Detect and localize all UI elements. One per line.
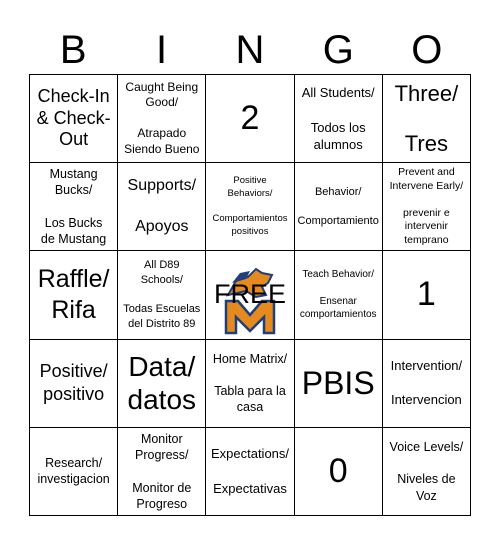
header-letter-g: G xyxy=(322,28,354,72)
cell-label: Supports/ Apoyos xyxy=(127,176,197,236)
cell-label: Voice Levels/ Niveles de Voz xyxy=(389,439,464,503)
bingo-cell[interactable] xyxy=(118,251,206,339)
bingo-cell[interactable] xyxy=(30,163,118,251)
bingo-cell[interactable] xyxy=(206,75,294,163)
cell-label: Raffle/ Rifa xyxy=(37,264,110,324)
cell-label: 0 xyxy=(328,451,348,490)
bingo-cell[interactable] xyxy=(118,75,206,163)
bingo-cell[interactable] xyxy=(206,163,294,251)
bingo-cell[interactable] xyxy=(118,163,206,251)
cell-label: All Students/ Todos los alumnos xyxy=(301,84,375,153)
bingo-cell[interactable] xyxy=(295,163,383,251)
bingo-header xyxy=(29,26,471,74)
bingo-cell[interactable] xyxy=(118,428,206,516)
cell-label: Three/ Tres xyxy=(394,80,459,157)
bingo-cell[interactable] xyxy=(383,75,471,163)
cell-label: Mustang Bucks/ Los Bucks de Mustang xyxy=(40,167,107,247)
cell-label: Teach Behavior/ Ensenar comportamientos xyxy=(299,268,377,321)
bingo-cell[interactable] xyxy=(383,340,471,428)
cell-label: Caught Being Good/ Atrapado Siendo Bueno xyxy=(124,79,200,156)
cell-label: Behavior/ Comportamiento xyxy=(297,185,379,228)
header-letter-i: I xyxy=(156,28,168,72)
cell-label: Expectations/ Expectativas xyxy=(210,446,290,497)
bingo-grid xyxy=(29,74,471,516)
cell-label: Research/ investigacion xyxy=(37,456,110,487)
free-space-cell[interactable] xyxy=(206,251,294,339)
cell-label: Positive/ positivo xyxy=(39,360,108,405)
free-space-label: FREE xyxy=(213,279,286,310)
header-letter-n: N xyxy=(235,28,265,72)
header-letter-b: B xyxy=(59,28,87,72)
bingo-cell[interactable] xyxy=(383,428,471,516)
bingo-cell[interactable] xyxy=(206,340,294,428)
cell-label: Positive Behaviors/ Comportamientos positivos xyxy=(212,174,288,237)
cell-label: Home Matrix/ Tabla para la casa xyxy=(212,351,288,415)
bingo-cell[interactable] xyxy=(118,340,206,428)
bingo-cell[interactable] xyxy=(383,163,471,251)
cell-label: Monitor Progress/ Monitor de Progreso xyxy=(132,431,192,511)
bingo-cell[interactable] xyxy=(295,75,383,163)
bingo-cell[interactable] xyxy=(30,340,118,428)
cell-label: PBIS xyxy=(301,364,375,401)
bingo-cell[interactable] xyxy=(295,428,383,516)
cell-label: 2 xyxy=(240,98,260,137)
bingo-cell[interactable] xyxy=(30,75,118,163)
bingo-cell[interactable] xyxy=(383,251,471,339)
cell-label: Intervention/ Intervencion xyxy=(390,357,463,407)
cell-label: All D89 Schools/ Todas Escuelas del Distrito 89 xyxy=(123,258,201,331)
cell-label: Check-In & Check- Out xyxy=(36,86,111,150)
bingo-cell[interactable] xyxy=(30,428,118,516)
bingo-cell[interactable] xyxy=(30,251,118,339)
bingo-cell[interactable] xyxy=(206,428,294,516)
header-letter-o: O xyxy=(411,28,443,72)
cell-label: 1 xyxy=(416,275,436,314)
cell-label: Prevent and Intervene Early/ prevenir e intervenir temprano xyxy=(389,165,464,247)
bingo-cell[interactable] xyxy=(295,251,383,339)
bingo-cell[interactable] xyxy=(295,340,383,428)
cell-label: Data/ datos xyxy=(127,350,197,416)
